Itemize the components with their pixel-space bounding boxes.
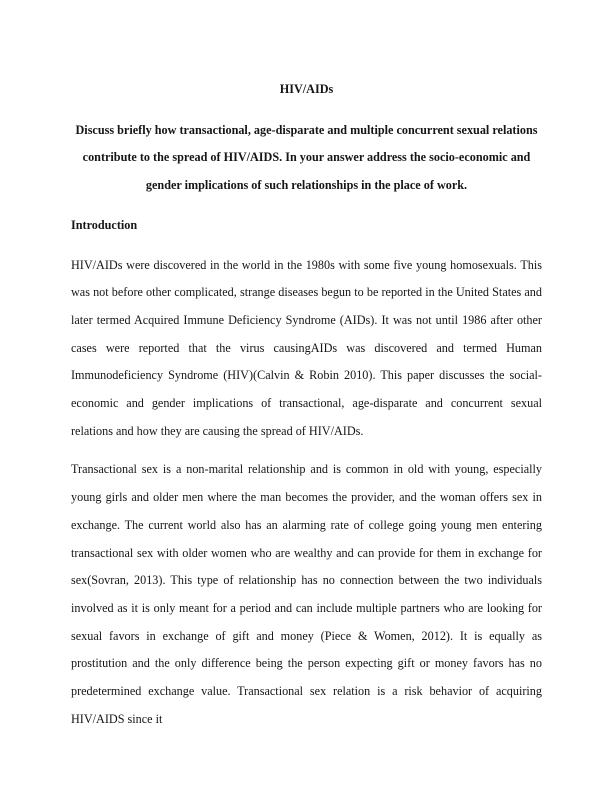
section-heading-introduction: Introduction	[71, 217, 138, 232]
document-title: HIV/AIDs	[279, 82, 334, 96]
essay-prompt: Discuss briefly how transactional, age-disparate and multiple concurrent sexual relations contribute to the spread of HIV/AIDS. In your answer address the socio-economic and gender implications of such relationships in the place of work.	[75, 122, 538, 193]
paragraph-introduction: HIV/AIDs were discovered in the world in the 1980s with some five young homosexuals. This was not before other complicated, strange diseases begun to be reported in the United States and later termed Acquired Immune Deficiency Syndrome (AIDs). It was not until 1986 after other cases were reported that the virus causingAIDs was discovered and termed Human Immunodeficiency Syndrome (HIV)(Calvin & Robin 2010). This paper discusses the social-economic and gender implications of transactional, age-disparate and concurrent sexual relations and how they are causing the spread of HIV/AIDs.	[71, 257, 542, 438]
paragraph-transactional-sex: Transactional sex is a non-marital relationship and is common in old with young, especially young girls and older men where the man becomes the provider, and the woman offers sex in exchange. The current world also has an alarming rate of college going young men entering transactional sex with older women who are wealthy and can provide for them in exchange for sex(Sovran, 2013). This type of relationship has no connection between the two individuals involved as it is only meant for a period and can include multiple partners who are looking for sexual favors in exchange of gift and money (Piece & Women, 2012). It is equally as prostitution and the only difference being the person expecting gift or money favors has no predetermined exchange value. Transactional sex relation is a risk behavior of acquiring HIV/AIDS since it	[71, 462, 542, 726]
